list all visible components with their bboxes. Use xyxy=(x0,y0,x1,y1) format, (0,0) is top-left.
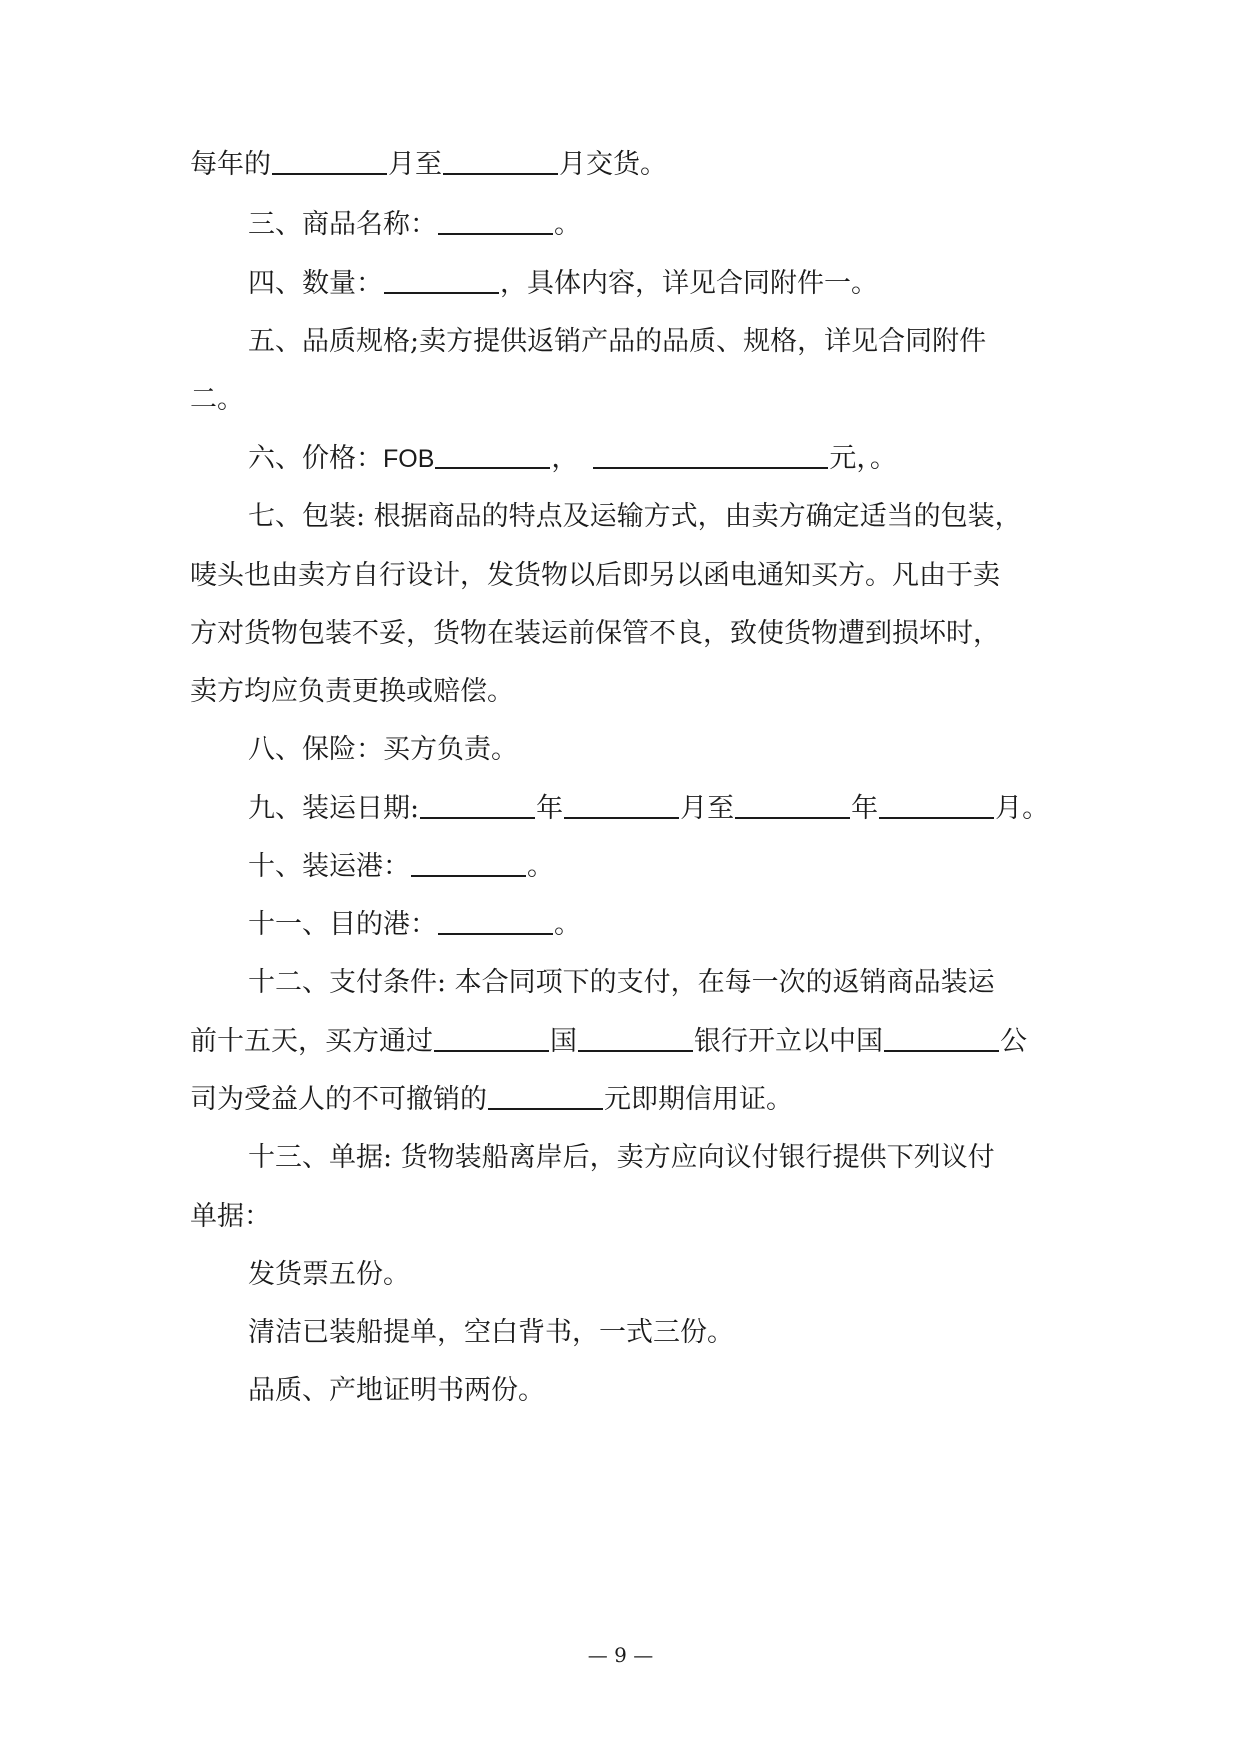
text-segment: 月。 xyxy=(995,793,1050,824)
text-segment: 月至 xyxy=(388,149,442,180)
document-item-invoice xyxy=(248,1255,1060,1295)
text-segment: 元，。 xyxy=(829,443,897,474)
blank-field xyxy=(438,207,553,235)
text-segment: 。 xyxy=(554,909,581,940)
text-segment: 月至 xyxy=(680,793,735,824)
blank-field xyxy=(593,441,828,469)
blank-field xyxy=(384,266,499,294)
text-segment: 十二、支付条件: 本合同项下的支付，在每一次的返销商品装运 xyxy=(248,967,995,998)
text-segment: 每年的 xyxy=(190,149,271,180)
text-segment: 元即期信用证。 xyxy=(604,1084,793,1115)
blank-field xyxy=(443,147,558,175)
text-segment: 三、商品名称： xyxy=(248,209,437,240)
clause-9-shipment-date xyxy=(248,789,1060,829)
text-segment: 四、数量： xyxy=(248,268,383,299)
clause-5-quality-spec xyxy=(248,322,1060,362)
text-segment: 前十五天，买方通过 xyxy=(190,1026,433,1057)
clause-12-line-3 xyxy=(190,1080,1060,1120)
text-segment: 年 xyxy=(536,793,564,824)
text-segment: 单据： xyxy=(190,1201,271,1232)
clause-11-port-of-destination xyxy=(248,905,1060,945)
text-segment: 清洁已装船提单，空白背书，一式三份。 xyxy=(248,1317,734,1348)
clause-10-port-of-shipment xyxy=(248,847,1060,887)
text-segment: 卖方均应负责更换或赔偿。 xyxy=(190,676,514,707)
text-segment: 十三、单据: 货物装船离岸后，卖方应向议付银行提供下列议付 xyxy=(248,1142,995,1173)
blank-field xyxy=(735,791,850,819)
clause-7-line-4 xyxy=(190,672,1060,712)
text-segment: 。 xyxy=(554,209,581,240)
blank-field xyxy=(564,791,679,819)
blank-field xyxy=(272,147,387,175)
clause-5-continued xyxy=(190,380,1060,420)
delivery-month-line xyxy=(190,145,1060,185)
blank-field xyxy=(420,791,535,819)
text-segment: 银行开立以中国 xyxy=(694,1026,883,1057)
blank-field xyxy=(884,1024,999,1052)
text-segment: 二。 xyxy=(190,384,244,415)
document-item-bill-of-lading xyxy=(248,1313,1060,1353)
blank-field xyxy=(488,1082,603,1110)
text-segment: 方对货物包装不妥，货物在装运前保管不良，致使货物遭到损坏时， xyxy=(190,618,1000,649)
text-segment: 八、保险：买方负责。 xyxy=(248,734,518,765)
text-segment: ， xyxy=(551,443,579,474)
clause-7-line-2 xyxy=(190,556,1060,596)
text-segment: 十、装运港： xyxy=(248,851,410,882)
text-segment: 月交货。 xyxy=(559,149,667,180)
blank-field xyxy=(411,849,526,877)
blank-field xyxy=(434,1024,549,1052)
clause-6-price xyxy=(248,439,1060,479)
blank-field xyxy=(435,441,550,469)
clause-13-documents xyxy=(248,1138,1060,1178)
text-segment: 六、价格： xyxy=(248,443,383,474)
text-segment: 国 xyxy=(550,1026,577,1057)
blank-field xyxy=(879,791,994,819)
fob-term: FOB xyxy=(383,445,435,473)
text-segment: ，具体内容，详见合同附件一。 xyxy=(500,268,878,299)
clause-7-line-3 xyxy=(190,614,1060,654)
text-segment: 年 xyxy=(851,793,879,824)
text-segment: 七、包装: 根据商品的特点及运输方式，由卖方确定适当的包装， xyxy=(248,501,1022,532)
text-segment: 五、品质规格;卖方提供返销产品的品质、规格，详见合同附件 xyxy=(248,326,987,357)
clause-12-line-2 xyxy=(190,1022,1060,1062)
document-item-quality-certificate xyxy=(248,1371,1060,1411)
text-segment: 公 xyxy=(1000,1026,1027,1057)
text-segment: 九、装运日期: xyxy=(248,793,420,824)
text-segment: 唛头也由卖方自行设计，发货物以后即另以函电通知买方。凡由于卖 xyxy=(190,560,1000,591)
text-segment: 十一、目的港： xyxy=(248,909,437,940)
blank-field xyxy=(438,907,553,935)
blank-field xyxy=(578,1024,693,1052)
clause-13-line-2 xyxy=(190,1197,1060,1237)
page-number: — 9 — xyxy=(587,1643,654,1667)
text-segment: 司为受益人的不可撤销的 xyxy=(190,1084,487,1115)
clause-8-insurance xyxy=(248,730,1060,770)
clause-4-quantity xyxy=(248,264,1060,304)
text-segment: 品质、产地证明书两份。 xyxy=(248,1375,545,1406)
text-segment: 。 xyxy=(527,851,554,882)
text-segment: 发货票五份。 xyxy=(248,1259,410,1290)
clause-7-packing xyxy=(248,497,1060,537)
clause-12-payment-terms xyxy=(248,963,1060,1003)
clause-3-commodity-name xyxy=(248,205,1060,245)
